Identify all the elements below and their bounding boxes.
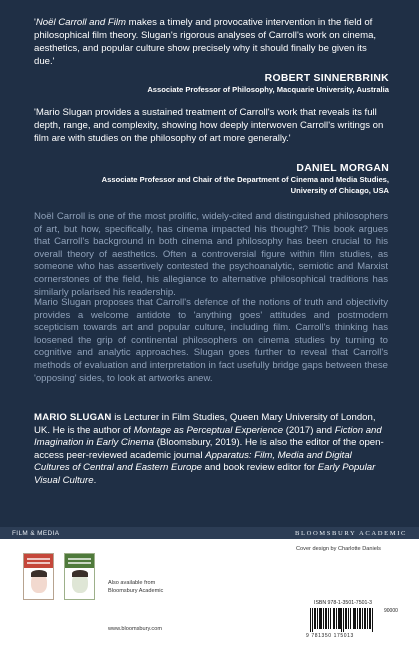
endorser-name: DANIEL MORGAN [296,163,389,174]
portrait-hair [31,570,47,577]
related-book-cover-1 [23,553,54,600]
bio-text: . [93,474,97,486]
isbn-label: ISBN 978-1-3501-7501-3 [314,600,372,606]
book-cover-band [24,554,53,568]
subject-category: FILM & MEDIA [12,529,60,537]
bio-book-title: Montage as Perceptual Experience [133,424,284,436]
book-cover-band [65,554,94,568]
portrait-hair [72,570,88,577]
bio-journal-title: Early Popular Visual Culture [34,462,376,486]
blurb-paragraph-1: Noël Carroll is one of the most prolific, widely-cited and distinguished philosophers of art, but how, specifically, has cinema impacted his thought? This book argues that Carroll's background in both cinema and philosophy has been crucial to his overall theory of aesthetics. Often a controversial figure within film studies, as someone who has assertively contested the psychoanalytic, semiotic and Marxist cornerstones of the field, his allegiance to alternative philosophical traditions has similarly polarised his readership. [34,211,388,298]
bio-text: and book review editor for [201,462,318,474]
category-strip [0,527,419,539]
book-cover-title-mark [68,558,91,560]
quote-text: 'Mario Slugan provides a sustained treatment of Carroll's work that reveals its full depth, range, and complexity, showing how deeply interwoven Carroll's writings on film are with studies on the philosophy of art more generally.' [34,107,384,144]
also-available-line: Also available from [108,580,156,586]
endorser-2 [102,162,389,196]
endorser-role: Associate Professor of Philosophy, Macquarie University, Australia [147,85,389,94]
info-panel [0,539,419,648]
also-available-publisher: Bloomsbury Academic [108,588,164,594]
bio-text: (2017) and [283,424,335,436]
bio-text: (Bloomsbury, 2019). He is also the editor of the open-access peer-reviewed academic journal [34,437,384,461]
related-book-cover-2 [64,553,95,600]
endorser-name: ROBERT SINNERBRINK [264,73,389,84]
bio-book-title: Fiction and Imagination in Early Cinema [34,424,382,449]
endorser-affiliation: University of Chicago, USA [290,185,389,195]
book-cover-title-mark [68,562,91,564]
barcode [310,608,374,632]
book-cover-title-mark [27,562,50,564]
bio-journal-title: Apparatus: Film, Media and Digital Cultures of Central and Eastern Europe [34,449,352,474]
quote-open-mark: ' [34,17,36,28]
publisher-website: www.bloomsbury.com [108,626,162,632]
author-bio [34,412,388,488]
barcode-digits: 9 781350 175013 [306,633,354,639]
endorsement-quote-2 [34,106,388,145]
blurb-paragraph-2: Mario Slugan proposes that Carroll's defence of the notions of truth and objectivity provides a welcome antidote to 'anything goes' attitudes and postmodern scepticism towards art and popular culture, including film. Carroll's thinking has loosened the grip of continental philosophers on cinema studies by turning to cognitive and analytic approaches. Slugan goes further to reveal that Carroll's methods of evaluation and interpretation in fact usefully bridge gaps between these 'opposing' sides, to look at artworks anew. [34,297,388,384]
endorsement-quote-1 [34,16,388,68]
endorser-1 [147,72,389,96]
barcode-addon: 90000 [384,608,398,614]
bio-text: is Lecturer in Film Studies, Queen Mary University of London, UK. He is the author of [34,412,376,436]
cover-design-credit: Cover design by Charlotte Daniels [296,546,381,552]
also-available-note [108,579,163,595]
book-cover-title-mark [27,558,50,560]
quote-text: makes a timely and provocative intervention in the field of philosophical film theory. Slugan's rigorous analyses of Carroll's work on cinema, aesthetics, and popular culture show precisely why it should finally be given its due.' [34,17,377,67]
publisher-name: BLOOMSBURY ACADEMIC [294,529,407,537]
quote-book-title: Noël Carroll and Film [35,17,126,28]
endorser-role: Associate Professor and Chair of the Department of Cinema and Media Studies, [101,175,389,184]
author-name: MARIO SLUGAN [34,412,112,423]
